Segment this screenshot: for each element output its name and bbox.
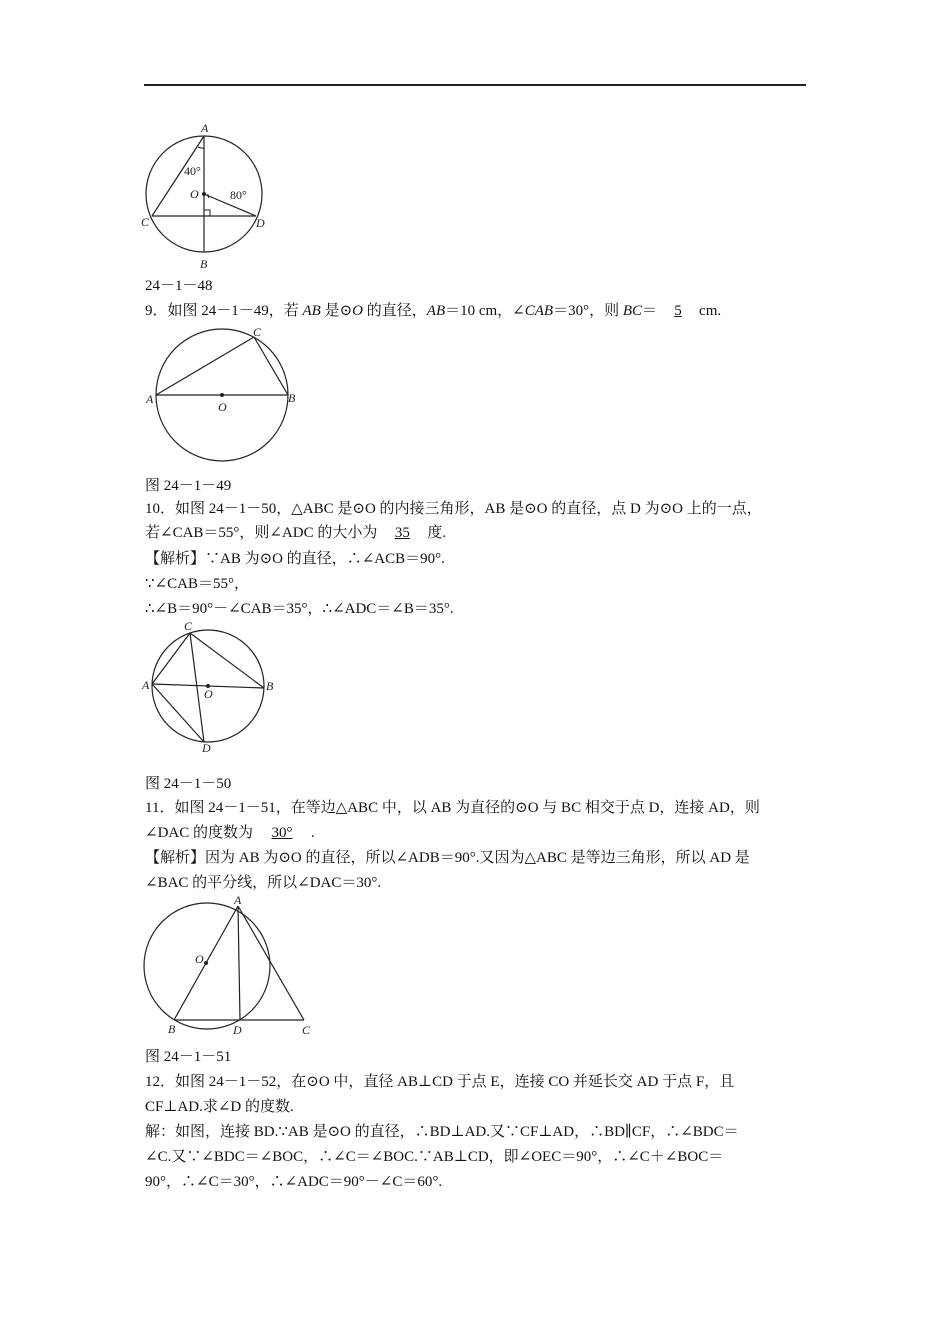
- answer-9: 5: [674, 303, 682, 319]
- label-c: C: [184, 619, 193, 633]
- label-c: C: [253, 325, 262, 339]
- angle-40-label: 40°: [184, 164, 201, 178]
- question-12-line-2: CF⊥AD.求∠D 的度数.: [145, 1099, 294, 1115]
- analysis-11-line-2: ∠BAC 的平分线，所以∠DAC＝30°.: [145, 875, 382, 891]
- caption-24-1-50: 图 24－1－50: [145, 776, 232, 792]
- figure-24-1-50: [140, 618, 280, 756]
- label-a: A: [201, 121, 209, 135]
- caption-24-1-49: 图 24－1－49: [145, 478, 232, 494]
- solution-12-line-1: 解：如图，连接 BD.∵AB 是⊙O 的直径，∴BD⊥AD.又∵CF⊥AD，∴BD∥CF，∴∠BDC＝: [145, 1124, 739, 1140]
- header-rule: [144, 84, 806, 86]
- question-10-line-2: 若∠CAB＝55°，则∠ADC 的大小为 35 度.: [145, 522, 810, 544]
- label-c: C: [302, 1023, 311, 1037]
- caption-24-1-48: 24－1－48: [145, 278, 213, 294]
- question-11-line-1: 11．如图 24－1－51，在等边△ABC 中，以 AB 为直径的⊙O 与 BC 相交于点 D，连接 AD，则: [145, 800, 760, 816]
- label-d: D: [256, 216, 265, 230]
- analysis-10-line-2: ∵∠CAB＝55°，: [145, 576, 249, 592]
- solution-12-line-2: ∠C.又∵∠BDC＝∠BOC，∴∠C＝∠BOC.∵AB⊥CD，即∠OEC＝90°，∴∠C＋∠BOC＝: [145, 1149, 724, 1165]
- label-o: O: [190, 187, 199, 201]
- label-d: D: [202, 741, 211, 755]
- question-12-line-1: 12．如图 24－1－52，在⊙O 中，直径 AB⊥CD 于点 E，连接 CO 并延长交 AD 于点 F，且: [145, 1074, 735, 1090]
- analysis-10-line-3: ∴∠B＝90°－∠CAB＝35°，∴∠ADC＝∠B＝35°.: [145, 601, 454, 617]
- answer-11: 30°: [271, 825, 293, 841]
- analysis-10-line-1: 【解析】∵AB 为⊙O 的直径，∴∠ACB＝90°.: [145, 551, 445, 567]
- label-a: A: [142, 678, 150, 692]
- solution-12-line-3: 90°，∴∠C＝30°，∴∠ADC＝90°－∠C＝60°.: [145, 1174, 443, 1190]
- label-o: O: [204, 687, 213, 701]
- figure-24-1-48: [138, 118, 278, 273]
- label-b: B: [200, 257, 208, 271]
- label-a: A: [234, 893, 242, 907]
- answer-10: 35: [394, 525, 410, 541]
- label-a: A: [146, 392, 154, 406]
- angle-80-label: 80°: [230, 188, 247, 202]
- figure-24-1-51: [138, 892, 318, 1038]
- label-o: O: [218, 400, 227, 414]
- label-d: D: [233, 1023, 242, 1037]
- label-c: C: [141, 215, 150, 229]
- question-10-line-1: 10．如图 24－1－50，△ABC 是⊙O 的内接三角形，AB 是⊙O 的直径，点 D 为⊙O 上的一点，: [145, 501, 762, 517]
- figure-24-1-49: [144, 325, 304, 465]
- label-b: B: [266, 679, 274, 693]
- label-o: O: [195, 952, 204, 966]
- label-b: B: [288, 391, 296, 405]
- question-9: 9．如图 24－1－49，若 AB 是⊙O 的直径，AB＝10 cm，∠CAB＝30°，则 BC＝ 5 cm.: [145, 300, 810, 322]
- caption-24-1-51: 图 24－1－51: [145, 1049, 232, 1065]
- analysis-11-line-1: 【解析】因为 AB 为⊙O 的直径，所以∠ADB＝90°.又因为△ABC 是等边三角形，所以 AD 是: [145, 850, 750, 866]
- question-11-line-2: ∠DAC 的度数为 30° .: [145, 822, 810, 844]
- label-b: B: [168, 1022, 176, 1036]
